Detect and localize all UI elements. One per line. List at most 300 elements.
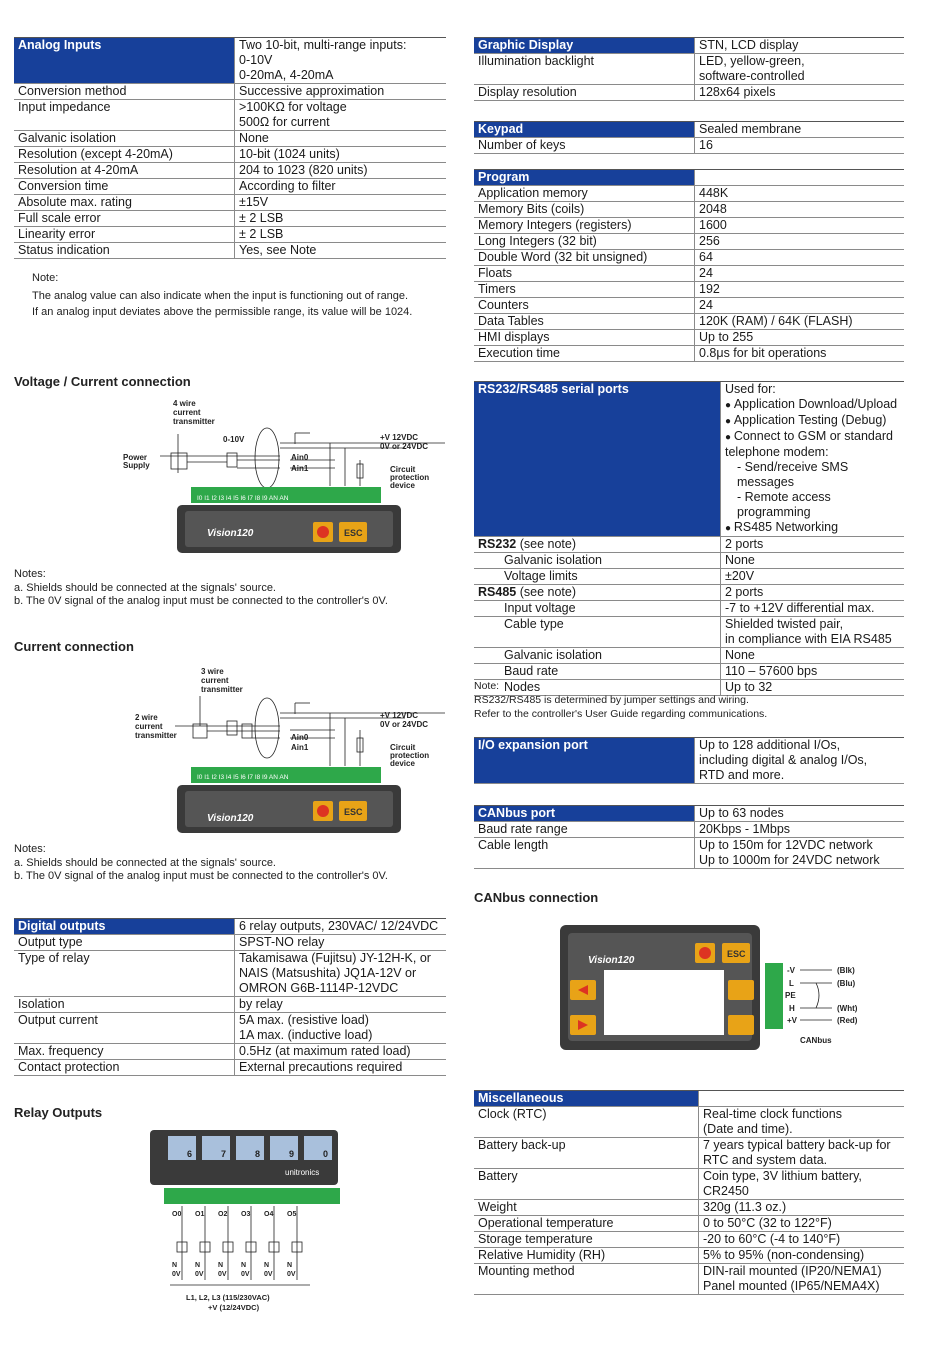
spec-value-line: Up to 255 — [699, 330, 754, 344]
spec-row — [474, 234, 904, 250]
terminal-labels: I0 I1 I2 I3 I4 I5 I6 I7 I8 I9 AN AN — [197, 495, 289, 502]
spec-value-line: 0-10V — [239, 53, 273, 67]
spec-value-line: Up to 128 additional I/Os, — [699, 738, 841, 752]
spec-value-line: 10-bit (1024 units) — [239, 147, 340, 161]
spec-value — [235, 997, 447, 1013]
spec-key — [14, 1060, 235, 1076]
spec-key-text: Baud rate — [504, 664, 559, 678]
v-plus-label: +V 12VDC — [380, 711, 419, 720]
spec-value-line: NAIS (Matsushita) JQ1A-12V or — [239, 966, 417, 980]
output-label: O4 — [264, 1211, 274, 1218]
spec-value-line: Two 10-bit, multi-range inputs: — [239, 38, 407, 52]
spec-value — [235, 84, 447, 100]
transmitter2-label: transmitter — [135, 731, 177, 740]
spec-key — [474, 202, 695, 218]
spec-key-text: Analog Inputs — [18, 38, 102, 52]
spec-value — [721, 569, 905, 585]
spec-key — [474, 537, 721, 553]
spec-key — [14, 211, 235, 227]
spec-value — [721, 553, 905, 569]
transmitter3-label: 3 wire — [201, 667, 224, 676]
spec-value — [695, 202, 905, 218]
spec-key — [474, 648, 721, 664]
range-label: 0-10V — [223, 435, 245, 444]
protection-label: Circuit — [390, 743, 416, 752]
spec-value-line: 500Ω for current — [239, 115, 330, 129]
spec-row — [14, 935, 446, 951]
current-section-title: Current connection — [14, 639, 134, 654]
spec-value-line: 24 — [699, 298, 713, 312]
spec-value-line: 110 – 57600 bps — [725, 664, 818, 678]
spec-row — [474, 601, 904, 617]
spec-value-line: SPST-NO relay — [239, 935, 325, 949]
spec-row — [474, 250, 904, 266]
transmitter2-label: 2 wire — [135, 713, 158, 722]
spec-key — [474, 1248, 699, 1264]
spec-value — [235, 147, 447, 163]
spec-key-text: RS232 — [478, 537, 517, 551]
transmitter3-label: current — [201, 676, 229, 685]
spec-key-text: Output current — [18, 1013, 98, 1027]
spec-row — [14, 211, 446, 227]
spec-key — [474, 1107, 699, 1138]
spec-key-text: Status indication — [18, 243, 110, 257]
spec-row — [14, 84, 446, 100]
spec-value — [695, 314, 905, 330]
spec-key — [474, 346, 695, 362]
zero-label: 0V — [195, 1271, 204, 1278]
spec-key-text: Illumination backlight — [478, 54, 595, 68]
spec-key — [474, 1216, 699, 1232]
key-label: 7 — [221, 1149, 227, 1159]
spec-key — [474, 282, 695, 298]
spec-key-text: Timers — [478, 282, 516, 296]
spec-row — [14, 919, 446, 935]
serial-ports-table — [474, 381, 904, 696]
spec-key — [474, 822, 695, 838]
relay-outputs-diagram — [150, 1130, 350, 1315]
spec-value-line: ± 2 LSB — [239, 211, 284, 225]
spec-key — [474, 1091, 699, 1107]
spec-key — [14, 227, 235, 243]
spec-key-text: Baud rate range — [478, 822, 568, 836]
spec-key — [474, 601, 721, 617]
key-row — [168, 1136, 332, 1160]
spec-key — [14, 935, 235, 951]
spec-row — [474, 838, 904, 869]
spec-key — [14, 163, 235, 179]
spec-row — [474, 1138, 904, 1169]
voltage-section-title: Voltage / Current connection — [14, 374, 191, 389]
spec-value-line: ±20V — [725, 569, 755, 583]
spec-key — [474, 298, 695, 314]
analog-inputs-section — [14, 37, 446, 259]
spec-key-text: Input impedance — [18, 100, 111, 114]
spec-value — [699, 1248, 905, 1264]
spec-value-line: 1600 — [699, 218, 727, 232]
transmitter2-label: current — [135, 722, 163, 731]
zero-label: 0V — [241, 1271, 250, 1278]
spec-key — [474, 806, 695, 822]
spec-key — [474, 330, 695, 346]
brand-label: unitronics — [285, 1168, 320, 1177]
spec-key — [474, 1169, 699, 1200]
output-label: O1 — [195, 1211, 205, 1218]
spec-key-text: Contact protection — [18, 1060, 120, 1074]
spec-row — [474, 585, 904, 601]
pin-label: L — [789, 979, 794, 988]
spec-key — [14, 147, 235, 163]
output-label: O0 — [172, 1211, 182, 1218]
spec-value-line: (Date and time). — [703, 1122, 793, 1136]
transmitter3-label: transmitter — [201, 685, 243, 694]
spec-value — [695, 138, 905, 154]
spec-value-line — [699, 170, 904, 185]
spec-row — [14, 100, 446, 131]
spec-key-text: Conversion time — [18, 179, 109, 193]
brand-label: Vision120 — [207, 528, 254, 539]
spec-row — [14, 179, 446, 195]
spec-row — [474, 382, 904, 537]
spec-key — [474, 1200, 699, 1216]
spec-row — [474, 186, 904, 202]
protection-label: device — [390, 759, 415, 768]
serial-note-line: RS232/RS485 is determined by jumper settings and wiring. — [474, 694, 749, 706]
spec-value-line: 128x64 pixels — [699, 85, 776, 99]
spec-value — [235, 163, 447, 179]
spec-value-line: 5A max. (resistive load) — [239, 1013, 369, 1027]
spec-key — [474, 553, 721, 569]
spec-row — [474, 1264, 904, 1295]
enter-key — [728, 1015, 754, 1035]
spec-key — [474, 664, 721, 680]
spec-value — [695, 54, 905, 85]
spec-value — [235, 195, 447, 211]
spec-value-line: 192 — [699, 282, 720, 296]
spec-value-line: 64 — [699, 250, 713, 264]
spec-key-text: Execution time — [478, 346, 560, 360]
spec-value-line: 16 — [699, 138, 713, 152]
spec-value — [695, 234, 905, 250]
spec-row — [474, 1232, 904, 1248]
serial-note — [474, 679, 904, 721]
spec-value — [699, 1200, 905, 1216]
spec-row — [474, 54, 904, 85]
v-zero-label: 0V or 24VDC — [380, 720, 429, 729]
spec-value-line: ±15V — [239, 195, 269, 209]
spec-value-line: 320g (11.3 oz.) — [703, 1200, 787, 1214]
spec-row — [474, 822, 904, 838]
spec-row — [14, 38, 446, 84]
spec-key — [474, 170, 695, 186]
spec-key — [474, 382, 721, 537]
spec-value-line: LED, yellow-green, — [699, 54, 805, 68]
analog-note-line: The analog value can also indicate when the input is functioning out of range. — [32, 290, 409, 302]
spec-key-text: Max. frequency — [18, 1044, 104, 1058]
spec-key-text: Nodes — [504, 680, 541, 694]
spec-key-text: Weight — [478, 1200, 517, 1214]
spec-value-line: 0 to 50°C (32 to 122°F) — [703, 1216, 832, 1230]
spec-row — [474, 1200, 904, 1216]
spec-key — [14, 951, 235, 997]
supply-line-label: L1, L2, L3 (115/230VAC) — [186, 1293, 270, 1302]
canbus-section — [474, 805, 904, 869]
spec-key-text: Galvanic isolation — [18, 131, 116, 145]
spec-key — [474, 218, 695, 234]
canbus-terminal-block — [765, 963, 783, 1029]
protection-label: protection — [390, 473, 430, 482]
spec-value-line: ± 2 LSB — [239, 227, 284, 241]
output-label: O3 — [241, 1211, 251, 1218]
spec-value — [699, 1138, 905, 1169]
output-label: O5 — [287, 1211, 297, 1218]
spec-value-line: including digital & analog I/Os, — [699, 753, 868, 767]
spec-key-text: Memory Bits (coils) — [478, 202, 585, 216]
spec-key-text: Battery back-up — [478, 1138, 566, 1152]
spec-row — [474, 282, 904, 298]
wire-color-label: (Blu) — [837, 979, 856, 988]
spec-key-text: Cable length — [478, 838, 549, 852]
spec-key — [474, 1232, 699, 1248]
spec-value — [721, 537, 905, 553]
spec-value — [235, 1044, 447, 1060]
spec-value — [721, 648, 905, 664]
spec-key — [14, 84, 235, 100]
wire-color-label: (Wht) — [837, 1004, 858, 1013]
spec-value-line: None — [725, 648, 755, 662]
analog-note — [32, 270, 452, 320]
spec-value — [695, 38, 905, 54]
spec-value — [695, 838, 905, 869]
zero-label: 0V — [287, 1271, 296, 1278]
spec-key-text: Full scale error — [18, 211, 101, 225]
supply-label: Power — [123, 453, 148, 462]
io-expansion-section — [474, 737, 904, 784]
spec-key-text: Input voltage — [504, 601, 576, 615]
spec-value — [695, 282, 905, 298]
spec-value — [699, 1216, 905, 1232]
spec-key — [14, 38, 235, 84]
spec-value — [721, 585, 905, 601]
io-expansion-table — [474, 737, 904, 784]
n-label: N — [264, 1262, 270, 1269]
canbus-label: CANbus — [800, 1036, 832, 1045]
analog-note-line: If an analog input deviates above the permissible range, its value will be 1024. — [32, 306, 413, 318]
ain0-label: Ain0 — [291, 733, 309, 742]
spec-value — [235, 919, 447, 935]
spec-key-text: Mounting method — [478, 1264, 575, 1278]
spec-key — [474, 250, 695, 266]
lcd-screen — [604, 970, 724, 1035]
esc-label: ESC — [344, 528, 363, 538]
program-table — [474, 169, 904, 362]
spec-value — [695, 85, 905, 101]
key-label: 8 — [255, 1149, 261, 1159]
spec-key — [474, 122, 695, 138]
spec-row — [474, 617, 904, 648]
n-label: N — [195, 1262, 201, 1269]
spec-row — [14, 147, 446, 163]
protection-label: Circuit — [390, 465, 416, 474]
spec-value — [235, 38, 447, 84]
spec-value — [699, 1232, 905, 1248]
spec-row — [474, 553, 904, 569]
spec-value — [235, 131, 447, 147]
relay-section-title: Relay Outputs — [14, 1105, 103, 1120]
analog-inputs-table — [14, 37, 446, 259]
spec-row — [474, 1216, 904, 1232]
spec-value-line: 20Kbps - 1Mbps — [699, 822, 791, 836]
n-label: N — [172, 1262, 178, 1269]
spec-row — [14, 997, 446, 1013]
current-notes — [14, 841, 446, 883]
serial-ports-section — [474, 381, 904, 696]
spec-value-line: Shielded twisted pair, — [725, 617, 844, 631]
analog-note-title: Note: — [32, 272, 59, 284]
spec-key — [14, 1044, 235, 1060]
spec-value-line: -20 to 60°C (-4 to 140°F) — [703, 1232, 841, 1246]
digital-outputs-section — [14, 918, 446, 1076]
spec-key-text: Floats — [478, 266, 513, 280]
spec-key — [14, 179, 235, 195]
spec-value-line: 0.8μs for bit operations — [699, 346, 827, 360]
terminal-block — [164, 1188, 340, 1204]
note-line: b. The 0V signal of the analog input must be connected to the controller's 0V. — [14, 595, 388, 607]
spec-row — [14, 227, 446, 243]
spec-key-text: Type of relay — [18, 951, 90, 965]
spec-row — [474, 298, 904, 314]
spec-value — [721, 382, 905, 537]
zero-label: 0V — [218, 1271, 227, 1278]
spec-value-line: 0-20mA, 4-20mA — [239, 68, 334, 82]
n-label: N — [218, 1262, 224, 1269]
wire-color-label: (Red) — [837, 1016, 858, 1025]
ain1-label: Ain1 — [291, 743, 309, 752]
supply-label: Supply — [123, 461, 150, 470]
spec-key — [474, 1264, 699, 1295]
spec-key-text: Operational temperature — [478, 1216, 614, 1230]
usage-item: ● Application Testing (Debug) — [725, 413, 904, 429]
serial-note-line: Refer to the controller's User Guide regarding communications. — [474, 708, 768, 720]
supply-line-label: +V (12/24VDC) — [208, 1303, 260, 1312]
spec-value-line: Up to 150m for 12VDC network — [699, 838, 873, 852]
spec-value-line: Real-time clock functions — [703, 1107, 842, 1121]
spec-key-text: Voltage limits — [504, 569, 578, 583]
spec-row — [474, 122, 904, 138]
spec-value-line: OMRON G6B-1114P-12VDC — [239, 981, 399, 995]
spec-row — [14, 131, 446, 147]
spec-value — [695, 122, 905, 138]
spec-value-line: >100KΩ for voltage — [239, 100, 347, 114]
spec-value — [695, 298, 905, 314]
spec-value-line: RTC and system data. — [703, 1153, 828, 1167]
spec-value-line: 120K (RAM) / 64K (FLASH) — [699, 314, 853, 328]
spec-key-text: Program — [478, 170, 530, 184]
spec-value — [695, 218, 905, 234]
ain0-label: Ain0 — [291, 453, 309, 462]
spec-value — [721, 601, 905, 617]
spec-value — [695, 170, 905, 186]
spec-key-text: Resolution at 4-20mA — [18, 163, 139, 177]
spec-value — [699, 1107, 905, 1138]
spec-value — [235, 935, 447, 951]
spec-key-text: Clock (RTC) — [478, 1107, 547, 1121]
graphic-display-table — [474, 37, 904, 101]
spec-key — [14, 100, 235, 131]
spec-row — [474, 1091, 904, 1107]
spec-key-text: Galvanic isolation — [504, 553, 602, 567]
spec-key-text: Conversion method — [18, 84, 127, 98]
spec-key-text: CANbus port — [478, 806, 556, 820]
spec-value — [695, 822, 905, 838]
spec-key — [474, 234, 695, 250]
spec-value-line: Up to 32 — [725, 680, 773, 694]
spec-row — [474, 346, 904, 362]
spec-value — [721, 617, 905, 648]
spec-key — [14, 1013, 235, 1044]
keypad-table — [474, 121, 904, 154]
spec-value-line: 256 — [699, 234, 720, 248]
spec-key-text: Absolute max. rating — [18, 195, 132, 209]
usage-item: - Send/receive SMS messages — [737, 460, 849, 489]
spec-row — [474, 330, 904, 346]
spec-key-text: I/O expansion port — [478, 738, 588, 752]
spec-value-line: by relay — [239, 997, 283, 1011]
spec-row — [474, 1248, 904, 1264]
spec-value-line: 204 to 1023 (820 units) — [239, 163, 368, 177]
esc-label: ESC — [344, 807, 363, 817]
spec-value-line: in compliance with EIA RS485 — [725, 632, 892, 646]
spec-value — [695, 806, 905, 822]
protection-label: device — [390, 481, 415, 490]
note-line: a. Shields should be connected at the signals' source. — [14, 582, 276, 594]
zero-label: 0V — [264, 1271, 273, 1278]
digital-outputs-table — [14, 918, 446, 1076]
notes-title: Notes: — [14, 568, 46, 580]
v-zero-label: 0V or 24VDC — [380, 442, 429, 451]
keypad-section — [474, 121, 904, 154]
spec-value — [721, 664, 905, 680]
zero-label: 0V — [172, 1271, 181, 1278]
spec-key-text: Isolation — [18, 997, 65, 1011]
spec-value — [699, 1169, 905, 1200]
spec-key-text: Double Word (32 bit unsigned) — [478, 250, 648, 264]
spec-row — [474, 806, 904, 822]
spec-key-text: Memory Integers (registers) — [478, 218, 632, 232]
spec-row — [474, 537, 904, 553]
spec-key-text: Galvanic isolation — [504, 648, 602, 662]
spec-value-line: 0.5Hz (at maximum rated load) — [239, 1044, 411, 1058]
spec-value-line: Used for: — [725, 382, 776, 396]
spec-row — [474, 738, 904, 784]
spec-value — [235, 1013, 447, 1044]
program-section — [474, 169, 904, 362]
spec-value-line: None — [239, 131, 269, 145]
spec-key-text: Linearity error — [18, 227, 96, 241]
spec-value-line: Up to 63 nodes — [699, 806, 784, 820]
spec-key-text: Long Integers (32 bit) — [478, 234, 597, 248]
spec-value-line: 2 ports — [725, 537, 764, 551]
spec-row — [474, 38, 904, 54]
note-line: b. The 0V signal of the analog input must be connected to the controller's 0V. — [14, 870, 388, 882]
spec-key — [14, 243, 235, 259]
spec-row — [474, 648, 904, 664]
n-label: N — [287, 1262, 293, 1269]
spec-row — [474, 314, 904, 330]
spec-value — [695, 250, 905, 266]
spec-key — [14, 131, 235, 147]
spec-value-line: RTD and more. — [699, 768, 785, 782]
